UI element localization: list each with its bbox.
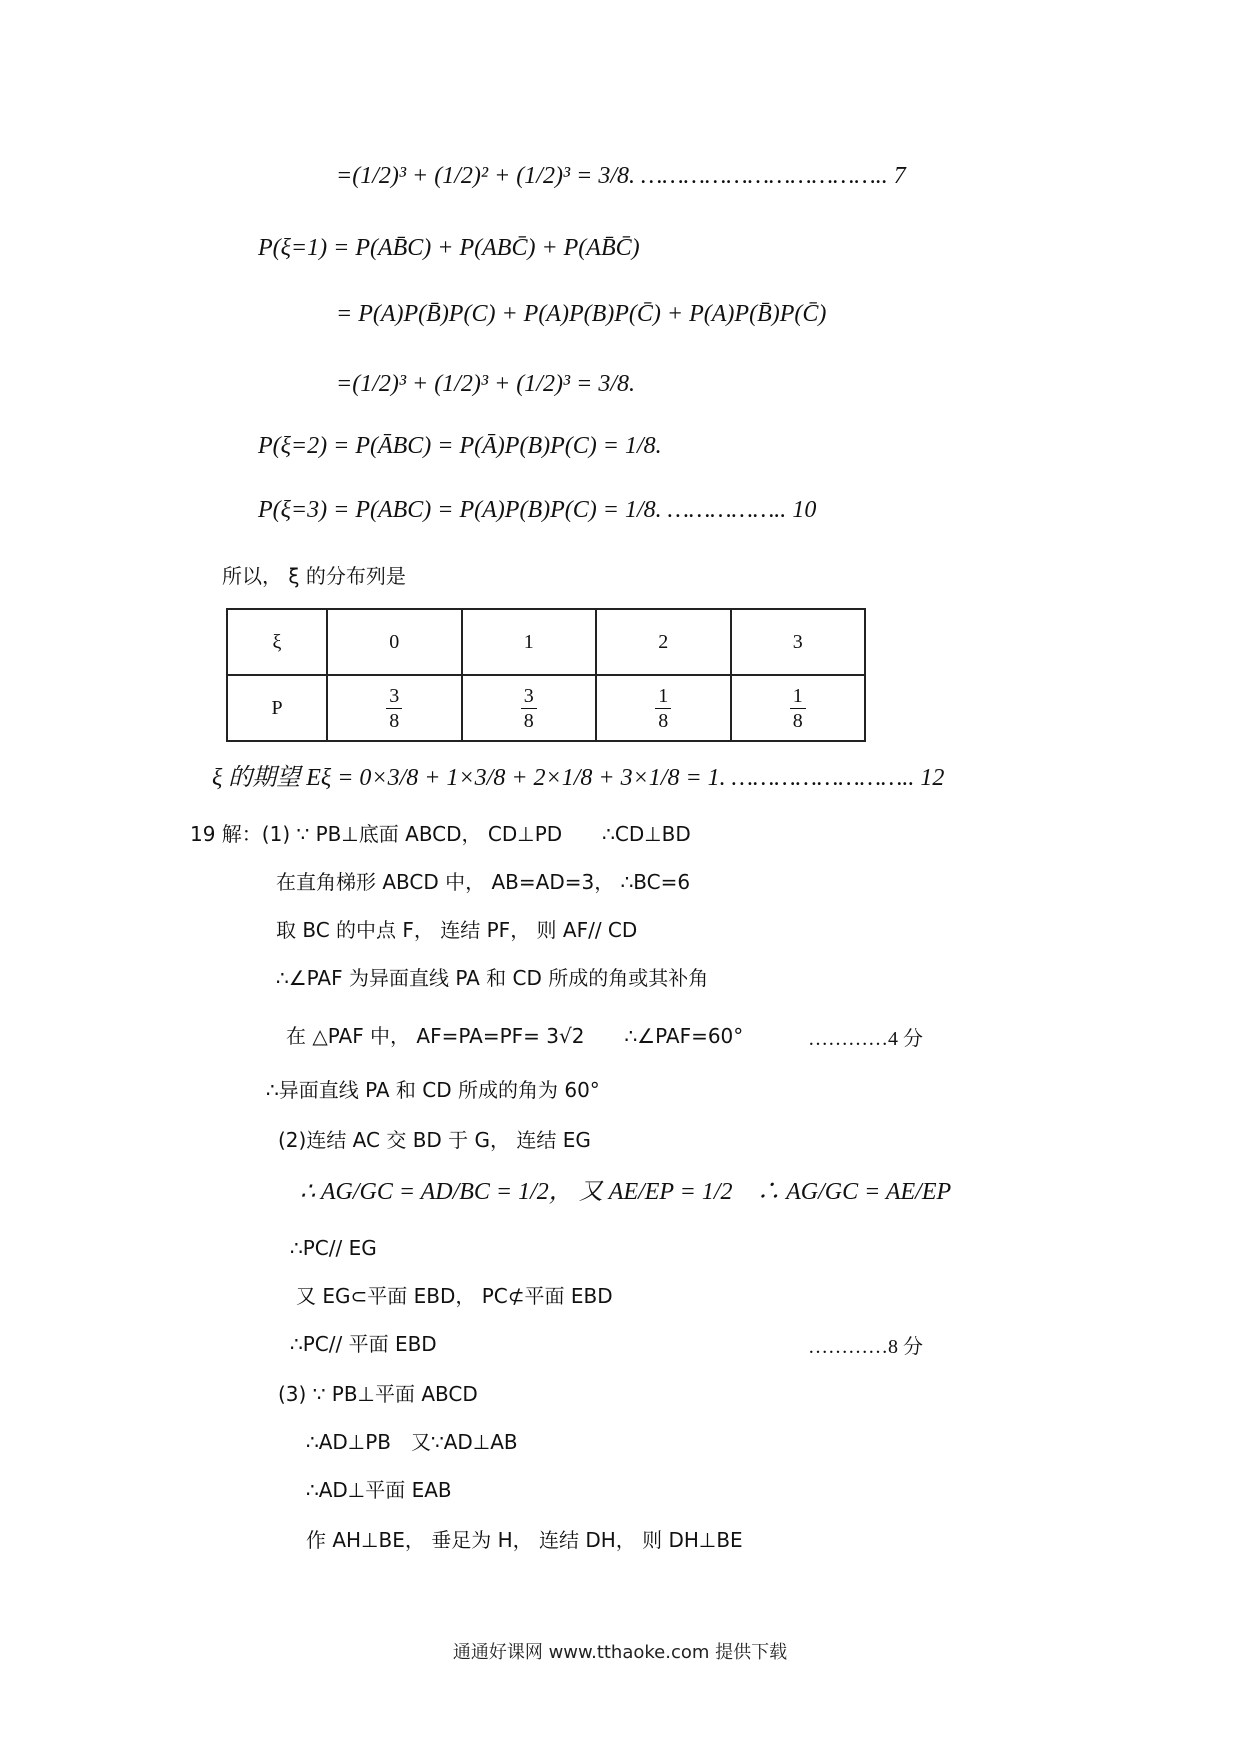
dotted-leader: …………………………….. xyxy=(641,163,888,189)
solution-line: ∴PC// EG xyxy=(290,1236,377,1260)
solution-line: ∴∠PAF 为异面直线 PA 和 CD 所成的角或其补角 xyxy=(276,966,709,990)
eq-line-6: P(ξ=3) = P(ABC) = P(A)P(B)P(C) = 1/8. …………….. 10 xyxy=(258,497,817,523)
table-cell: 1 xyxy=(462,609,597,675)
table-cell xyxy=(462,675,597,741)
score-mark: 12 xyxy=(920,765,945,791)
eq-line-4: =(1/2)³ + (1/2)³ + (1/2)³ = 3/8. xyxy=(336,371,635,397)
table-cell: 3 xyxy=(731,609,866,675)
score-mark: …………8 分 xyxy=(808,1336,923,1358)
score-mark: 7 xyxy=(893,163,906,189)
footer-watermark: 通通好课网 www.tthaoke.com 提供下载 xyxy=(452,1642,788,1663)
solution-line: ∴AD⊥PB 又∵AD⊥AB xyxy=(306,1430,518,1454)
problem-19-part-3: (3) ∵ PB⊥平面 ABCD xyxy=(278,1382,478,1406)
fraction: $\frac{1}{8}$ xyxy=(655,684,671,733)
dotted-leader: …………………….. xyxy=(731,765,915,791)
table-cell: 0 xyxy=(327,609,462,675)
table-row-label: ξ xyxy=(227,609,327,675)
table-row xyxy=(227,609,865,675)
eq-line-2: P(ξ=1) = P(AB̄C) + P(ABC̄) + P(AB̄C̄) xyxy=(258,235,640,261)
expectation-line: ξ 的期望 Eξ = 0×3/8 + 1×3/8 + 2×1/8 + 3×1/8 = 1. …………………….. 12 xyxy=(212,765,945,791)
distribution-intro: 所以， ξ 的分布列是 xyxy=(222,564,406,588)
fraction: $\frac{3}{8}$ xyxy=(521,684,537,733)
dotted-leader: …………….. xyxy=(667,497,787,523)
ratio-line: ∴ AG/GC = AD/BC = 1/2， 又 AE/EP = 1/2 ∴ AG/GC = AE/EP xyxy=(300,1179,952,1205)
solution-line: 取 BC 的中点 F， 连结 PF， 则 AF// CD xyxy=(276,918,638,942)
table-cell xyxy=(596,675,731,741)
eq-line-5: P(ξ=2) = P(ĀBC) = P(Ā)P(B)P(C) = 1/8. xyxy=(258,433,662,459)
solution-line: ∴AD⊥平面 EAB xyxy=(306,1478,452,1502)
eq-line-3: = P(A)P(B̄)P(C) + P(A)P(B)P(C̄) + P(A)P(B̄)P(C̄) xyxy=(336,301,827,327)
problem-19-part-2: (2)连结 AC 交 BD 于 G， 连结 EG xyxy=(278,1128,591,1152)
fraction: $\frac{3}{8}$ xyxy=(386,684,402,733)
table-row xyxy=(227,675,865,741)
eq-line-1: =(1/2)³ + (1/2)² + (1/2)³ = 3/8. …………………………….. 7 xyxy=(336,163,906,189)
problem-19-part-1: 19 解：(1) ∵ PB⊥底面 ABCD， CD⊥PD ∴CD⊥BD xyxy=(190,822,691,846)
solution-line: 在直角梯形 ABCD 中， AB=AD=3， ∴BC=6 xyxy=(276,870,691,894)
fraction: $\frac{1}{8}$ xyxy=(790,684,806,733)
solution-line: 在 △PAF 中， AF=PA=PF= 3√2 ∴∠PAF=60° xyxy=(286,1024,744,1048)
distribution-table xyxy=(226,608,866,742)
table-cell: 2 xyxy=(596,609,731,675)
table-row-label: P xyxy=(227,675,327,741)
solution-line: ∴异面直线 PA 和 CD 所成的角为 60° xyxy=(266,1078,600,1102)
solution-line: 作 AH⊥BE， 垂足为 H， 连结 DH， 则 DH⊥BE xyxy=(306,1528,743,1552)
table-cell xyxy=(731,675,866,741)
solution-line: ∴PC// 平面 EBD xyxy=(290,1332,437,1356)
solution-line: 又 EG⊂平面 EBD， PC⊄平面 EBD xyxy=(296,1284,613,1308)
table-cell xyxy=(327,675,462,741)
score-mark: …………4 分 xyxy=(808,1028,923,1050)
score-mark: 10 xyxy=(792,497,817,523)
